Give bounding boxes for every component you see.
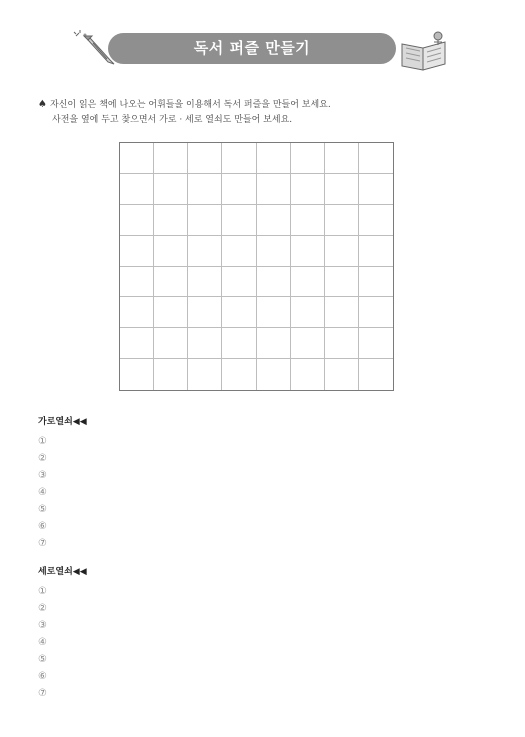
vertical-clue-item: ④ (38, 637, 47, 648)
grid-cell[interactable] (120, 297, 154, 328)
grid-cell[interactable] (154, 359, 188, 390)
title-banner (108, 33, 396, 64)
grid-cell[interactable] (359, 267, 393, 298)
grid-cell[interactable] (257, 328, 291, 359)
grid-cell[interactable] (188, 236, 222, 267)
grid-cell[interactable] (120, 267, 154, 298)
grid-cell[interactable] (222, 359, 256, 390)
puzzle-grid[interactable] (119, 142, 394, 391)
grid-cell[interactable] (291, 328, 325, 359)
book-icon (398, 28, 452, 74)
horizontal-clue-item: ① (38, 436, 47, 447)
horizontal-clues-section (38, 415, 87, 552)
grid-cell[interactable] (257, 267, 291, 298)
grid-cell[interactable] (291, 143, 325, 174)
horizontal-clue-item: ⑦ (38, 538, 47, 549)
grid-cell[interactable] (359, 205, 393, 236)
grid-cell[interactable] (188, 359, 222, 390)
grid-cell[interactable] (154, 328, 188, 359)
grid-cell[interactable] (325, 205, 359, 236)
grid-cell[interactable] (154, 267, 188, 298)
vertical-clue-item: ① (38, 586, 47, 597)
instruction-line-2: 사전을 옆에 두고 찾으면서 가로 · 세로 열쇠도 만들어 보세요. (52, 115, 293, 125)
grid-cell[interactable] (120, 143, 154, 174)
grid-cell[interactable] (325, 267, 359, 298)
horizontal-clues-heading: 가로열쇠◀◀ (38, 417, 87, 427)
grid-cell[interactable] (120, 174, 154, 205)
grid-cell[interactable] (120, 359, 154, 390)
grid-cell[interactable] (325, 236, 359, 267)
grid-cell[interactable] (154, 205, 188, 236)
grid-cell[interactable] (120, 328, 154, 359)
horizontal-clue-item: ⑥ (38, 521, 47, 532)
grid-cell[interactable] (257, 236, 291, 267)
grid-cell[interactable] (359, 174, 393, 205)
grid-cell[interactable] (325, 297, 359, 328)
grid-cell[interactable] (222, 236, 256, 267)
horizontal-clue-item: ④ (38, 487, 47, 498)
grid-cell[interactable] (257, 174, 291, 205)
grid-cell[interactable] (188, 143, 222, 174)
instructions (38, 97, 331, 128)
vertical-clue-item: ② (38, 603, 47, 614)
horizontal-clue-item: ② (38, 453, 47, 464)
page-title: 독서 퍼즐 만들기 (193, 39, 311, 57)
grid-cell[interactable] (188, 174, 222, 205)
grid-cell[interactable] (222, 267, 256, 298)
horizontal-clue-item: ③ (38, 470, 47, 481)
grid-cell[interactable] (188, 267, 222, 298)
spade-icon: ♠ (38, 99, 47, 110)
grid-cell[interactable] (291, 174, 325, 205)
instruction-line-1 (38, 97, 331, 113)
grid-cell[interactable] (257, 359, 291, 390)
vertical-clue-list (38, 583, 87, 702)
horizontal-clue-list (38, 433, 87, 552)
grid-cell[interactable] (222, 297, 256, 328)
grid-cell[interactable] (222, 205, 256, 236)
grid-cell[interactable] (154, 174, 188, 205)
grid-cell[interactable] (325, 359, 359, 390)
grid-cell[interactable] (257, 143, 291, 174)
grid-cell[interactable] (120, 205, 154, 236)
grid-cell[interactable] (291, 359, 325, 390)
grid-cell[interactable] (222, 328, 256, 359)
grid-cell[interactable] (257, 205, 291, 236)
grid-cell[interactable] (325, 328, 359, 359)
grid-cell[interactable] (359, 143, 393, 174)
grid-cell[interactable] (359, 328, 393, 359)
grid-cell[interactable] (188, 328, 222, 359)
vertical-clues-section (38, 565, 87, 702)
grid-cell[interactable] (188, 205, 222, 236)
grid-cell[interactable] (359, 359, 393, 390)
grid-cell[interactable] (257, 297, 291, 328)
grid-cell[interactable] (154, 297, 188, 328)
grid-cell[interactable] (325, 143, 359, 174)
grid-cell[interactable] (291, 236, 325, 267)
grid-cell[interactable] (291, 297, 325, 328)
vertical-clue-item: ⑤ (38, 654, 47, 665)
instruction-text-1: 자신이 읽은 책에 나오는 어휘들을 이용해서 독서 퍼즐을 만들어 보세요. (50, 100, 331, 110)
horizontal-clue-item: ⑤ (38, 504, 47, 515)
grid-cell[interactable] (154, 143, 188, 174)
grid-cell[interactable] (359, 297, 393, 328)
vertical-clue-item: ③ (38, 620, 47, 631)
grid-cell[interactable] (291, 205, 325, 236)
grid-cell[interactable] (325, 174, 359, 205)
grid-cell[interactable] (120, 236, 154, 267)
grid-cell[interactable] (188, 297, 222, 328)
grid-cell[interactable] (359, 236, 393, 267)
grid-cell[interactable] (222, 143, 256, 174)
grid-cell[interactable] (222, 174, 256, 205)
vertical-clue-item: ⑦ (38, 688, 47, 699)
grid-cell[interactable] (154, 236, 188, 267)
grid-cell[interactable] (291, 267, 325, 298)
vertical-clue-item: ⑥ (38, 671, 47, 682)
vertical-clues-heading: 세로열쇠◀◀ (38, 567, 87, 577)
